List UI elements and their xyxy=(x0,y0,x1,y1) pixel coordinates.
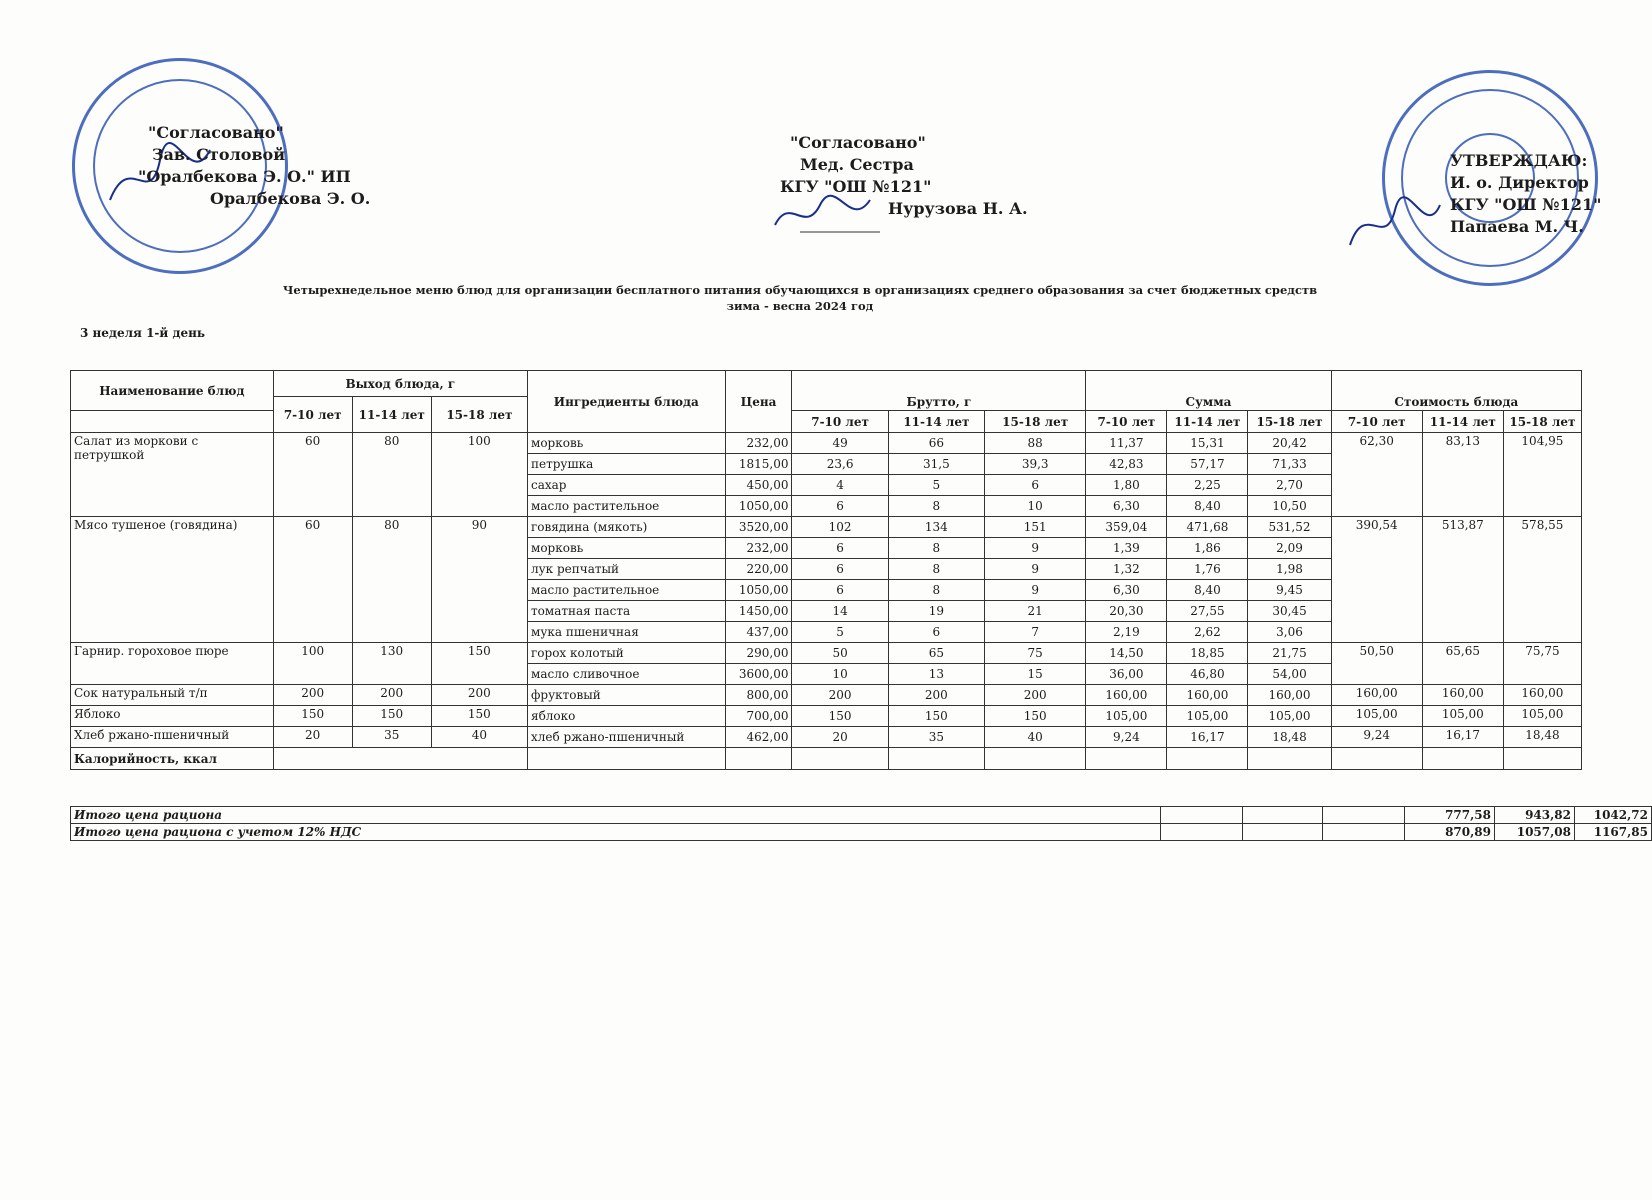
ingredient-brutto: 75 xyxy=(985,643,1086,664)
dish-cost: 105,00 xyxy=(1422,706,1503,727)
header-dish-name: Наименование блюд xyxy=(71,371,274,411)
ingredient-sum: 9,45 xyxy=(1248,580,1331,601)
ingredient-sum: 9,24 xyxy=(1086,727,1167,748)
header-sum: Сумма xyxy=(1086,371,1331,411)
ingredient-name: томатная паста xyxy=(528,601,726,622)
header-price: Цена xyxy=(725,371,792,433)
ingredient-sum: 8,40 xyxy=(1167,580,1248,601)
header-brutto-age-3: 15-18 лет xyxy=(985,411,1086,433)
totals-table xyxy=(70,806,1652,841)
dish-output: 80 xyxy=(352,433,431,517)
ingredient-sum: 57,17 xyxy=(1167,454,1248,475)
dish-output: 150 xyxy=(273,706,352,727)
ingredient-sum: 6,30 xyxy=(1086,496,1167,517)
ingredient-brutto: 10 xyxy=(985,496,1086,517)
ingredient-name: хлеб ржано-пшеничный xyxy=(528,727,726,748)
ingredient-sum: 21,75 xyxy=(1248,643,1331,664)
ingredient-row xyxy=(71,685,1582,706)
ingredient-sum: 1,32 xyxy=(1086,559,1167,580)
dish-cost: 105,00 xyxy=(1503,706,1581,727)
ingredient-brutto: 9 xyxy=(985,538,1086,559)
ingredient-brutto: 5 xyxy=(792,622,888,643)
director-signature xyxy=(1340,190,1450,260)
right-approval-name: Папаева М. Ч. xyxy=(1450,217,1584,236)
dish-output: 150 xyxy=(352,706,431,727)
dish-output: 60 xyxy=(273,517,352,643)
ingredient-brutto: 65 xyxy=(888,643,984,664)
total-vat-value-age-3: 1167,85 xyxy=(1575,824,1652,841)
ingredient-sum: 2,25 xyxy=(1167,475,1248,496)
total-vat-row xyxy=(71,824,1652,841)
total-value-age-3: 1042,72 xyxy=(1575,807,1652,824)
total-label: Итого цена рациона xyxy=(71,807,1161,824)
ingredient-sum: 1,80 xyxy=(1086,475,1167,496)
ingredient-name: масло растительное xyxy=(528,580,726,601)
ingredient-name: мука пшеничная xyxy=(528,622,726,643)
ingredient-sum: 531,52 xyxy=(1248,517,1331,538)
ingredient-brutto: 50 xyxy=(792,643,888,664)
right-approval-org: КГУ "ОШ №121" xyxy=(1450,195,1602,214)
ingredient-sum: 359,04 xyxy=(1086,517,1167,538)
ingredient-brutto: 10 xyxy=(792,664,888,685)
ingredient-sum: 6,30 xyxy=(1086,580,1167,601)
ingredient-brutto: 8 xyxy=(888,580,984,601)
dish-name: Сок натуральный т/п xyxy=(71,685,274,706)
ingredient-brutto: 150 xyxy=(792,706,888,727)
ingredient-brutto: 39,3 xyxy=(985,454,1086,475)
ingredient-brutto: 150 xyxy=(888,706,984,727)
ingredient-price: 800,00 xyxy=(725,685,792,706)
dish-cost: 62,30 xyxy=(1331,433,1422,517)
ingredient-brutto: 5 xyxy=(888,475,984,496)
ingredient-brutto: 6 xyxy=(792,580,888,601)
ingredient-price: 1815,00 xyxy=(725,454,792,475)
total-vat-value-age-2: 1057,08 xyxy=(1495,824,1575,841)
ingredient-price: 462,00 xyxy=(725,727,792,748)
ingredient-brutto: 9 xyxy=(985,580,1086,601)
ingredient-price: 232,00 xyxy=(725,433,792,454)
ingredient-name: говядина (мякоть) xyxy=(528,517,726,538)
left-approval-block xyxy=(138,122,371,210)
dish-output: 40 xyxy=(431,727,527,748)
dish-output: 200 xyxy=(273,685,352,706)
dish-output: 200 xyxy=(431,685,527,706)
total-vat-label: Итого цена рациона с учетом 12% НДС xyxy=(71,824,1161,841)
ingredient-brutto: 88 xyxy=(985,433,1086,454)
ingredient-brutto: 200 xyxy=(792,685,888,706)
ingredient-sum: 71,33 xyxy=(1248,454,1331,475)
ingredient-sum: 27,55 xyxy=(1167,601,1248,622)
ingredient-sum: 2,19 xyxy=(1086,622,1167,643)
header-output-age-1: 7-10 лет xyxy=(273,397,352,433)
total-vat-value-age-1: 870,89 xyxy=(1405,824,1495,841)
center-approval-org: КГУ "ОШ №121" xyxy=(780,177,932,196)
dish-cost: 65,65 xyxy=(1422,643,1503,685)
dish-cost: 18,48 xyxy=(1503,727,1581,748)
ingredient-brutto: 66 xyxy=(888,433,984,454)
ingredient-brutto: 13 xyxy=(888,664,984,685)
ingredient-sum: 105,00 xyxy=(1248,706,1331,727)
title-line-1: Четырехнедельное меню блюд для организации бесплатного питания обучающихся в организациях среднего образования за счет бюджетных средств xyxy=(282,283,1318,297)
ingredient-sum: 46,80 xyxy=(1167,664,1248,685)
ingredient-sum: 1,86 xyxy=(1167,538,1248,559)
ingredient-price: 1450,00 xyxy=(725,601,792,622)
ingredient-row xyxy=(71,433,1582,454)
ingredient-price: 220,00 xyxy=(725,559,792,580)
dish-cost: 104,95 xyxy=(1503,433,1581,517)
dish-output: 150 xyxy=(431,643,527,685)
ingredient-name: масло растительное xyxy=(528,496,726,517)
ingredient-brutto: 21 xyxy=(985,601,1086,622)
ingredient-name: яблоко xyxy=(528,706,726,727)
ingredient-sum: 471,68 xyxy=(1167,517,1248,538)
right-approval-position: И. о. Директор xyxy=(1450,173,1589,192)
dish-name: Гарнир. гороховое пюре xyxy=(71,643,274,685)
left-approval-position: Зав. Столовой xyxy=(152,145,286,164)
header-output-age-2: 11-14 лет xyxy=(352,397,431,433)
ingredient-sum: 105,00 xyxy=(1086,706,1167,727)
ingredient-brutto: 14 xyxy=(792,601,888,622)
dish-output: 100 xyxy=(431,433,527,517)
ingredient-brutto: 200 xyxy=(888,685,984,706)
dish-output: 130 xyxy=(352,643,431,685)
ingredient-brutto: 6 xyxy=(888,622,984,643)
left-approval-name: Оралбекова Э. О. xyxy=(210,189,371,208)
ingredient-sum: 2,70 xyxy=(1248,475,1331,496)
week-day-label: 3 неделя 1-й день xyxy=(80,326,206,340)
ingredient-brutto: 200 xyxy=(985,685,1086,706)
ingredient-brutto: 7 xyxy=(985,622,1086,643)
ingredient-name: морковь xyxy=(528,538,726,559)
header-brutto-age-2: 11-14 лет xyxy=(888,411,984,433)
calories-row xyxy=(71,748,1582,770)
ingredient-sum: 2,62 xyxy=(1167,622,1248,643)
ingredient-price: 700,00 xyxy=(725,706,792,727)
dish-output: 35 xyxy=(352,727,431,748)
left-approval-org: "Оралбекова Э. О." ИП xyxy=(138,167,351,186)
total-row xyxy=(71,807,1652,824)
dish-output: 60 xyxy=(273,433,352,517)
dish-name: Хлеб ржано-пшеничный xyxy=(71,727,274,748)
ingredient-sum: 3,06 xyxy=(1248,622,1331,643)
ingredient-sum: 36,00 xyxy=(1086,664,1167,685)
ingredient-row xyxy=(71,706,1582,727)
dish-output: 90 xyxy=(431,517,527,643)
ingredient-brutto: 6 xyxy=(792,538,888,559)
dish-output: 100 xyxy=(273,643,352,685)
dish-output: 20 xyxy=(273,727,352,748)
document-title xyxy=(0,282,1600,314)
dish-output: 200 xyxy=(352,685,431,706)
ingredient-sum: 1,98 xyxy=(1248,559,1331,580)
dish-cost: 160,00 xyxy=(1503,685,1581,706)
header-brutto: Брутто, г xyxy=(792,371,1086,411)
dish-output: 150 xyxy=(431,706,527,727)
header-sum-age-1: 7-10 лет xyxy=(1086,411,1167,433)
dish-cost: 390,54 xyxy=(1331,517,1422,643)
ingredient-brutto: 15 xyxy=(985,664,1086,685)
dish-cost: 50,50 xyxy=(1331,643,1422,685)
header-output-age-3: 15-18 лет xyxy=(431,397,527,433)
ingredient-brutto: 151 xyxy=(985,517,1086,538)
ingredient-row xyxy=(71,727,1582,748)
ingredient-brutto: 19 xyxy=(888,601,984,622)
dish-cost: 160,00 xyxy=(1331,685,1422,706)
ingredient-brutto: 134 xyxy=(888,517,984,538)
total-value-age-2: 943,82 xyxy=(1495,807,1575,824)
menu-body xyxy=(71,433,1582,770)
dish-name: Яблоко xyxy=(71,706,274,727)
ingredient-name: фруктовый xyxy=(528,685,726,706)
dish-output: 80 xyxy=(352,517,431,643)
center-approval-name: Нурузова Н. А. xyxy=(888,199,1028,218)
header-brutto-age-1: 7-10 лет xyxy=(792,411,888,433)
ingredient-price: 3520,00 xyxy=(725,517,792,538)
center-approval-block xyxy=(780,132,1028,220)
dish-cost: 513,87 xyxy=(1422,517,1503,643)
ingredient-brutto: 150 xyxy=(985,706,1086,727)
dish-cost: 160,00 xyxy=(1422,685,1503,706)
header-ingredients: Ингредиенты блюда xyxy=(528,371,726,433)
header-cost-age-2: 11-14 лет xyxy=(1422,411,1503,433)
ingredient-sum: 10,50 xyxy=(1248,496,1331,517)
ingredient-row xyxy=(71,643,1582,664)
ingredient-brutto: 8 xyxy=(888,538,984,559)
ingredient-sum: 160,00 xyxy=(1167,685,1248,706)
ingredient-brutto: 6 xyxy=(792,559,888,580)
dish-name: Мясо тушеное (говядина) xyxy=(71,517,274,643)
center-approval-title: "Согласовано" xyxy=(790,133,926,152)
ingredient-sum: 160,00 xyxy=(1086,685,1167,706)
ingredient-price: 3600,00 xyxy=(725,664,792,685)
title-line-2: зима - весна 2024 год xyxy=(726,299,874,313)
header-output: Выход блюда, г xyxy=(273,371,527,397)
ingredient-name: лук репчатый xyxy=(528,559,726,580)
center-approval-position: Мед. Сестра xyxy=(800,155,914,174)
ingredient-sum: 8,40 xyxy=(1167,496,1248,517)
header-sum-age-2: 11-14 лет xyxy=(1167,411,1248,433)
ingredient-brutto: 8 xyxy=(888,496,984,517)
ingredient-sum: 14,50 xyxy=(1086,643,1167,664)
ingredient-name: морковь xyxy=(528,433,726,454)
dish-cost: 75,75 xyxy=(1503,643,1581,685)
ingredient-sum: 20,30 xyxy=(1086,601,1167,622)
ingredient-price: 450,00 xyxy=(725,475,792,496)
ingredient-brutto: 31,5 xyxy=(888,454,984,475)
ingredient-name: масло сливочное xyxy=(528,664,726,685)
header-sum-age-3: 15-18 лет xyxy=(1248,411,1331,433)
ingredient-row xyxy=(71,517,1582,538)
dish-cost: 9,24 xyxy=(1331,727,1422,748)
ingredient-brutto: 102 xyxy=(792,517,888,538)
ingredient-brutto: 8 xyxy=(888,559,984,580)
ingredient-sum: 18,48 xyxy=(1248,727,1331,748)
dish-cost: 83,13 xyxy=(1422,433,1503,517)
ingredient-name: петрушка xyxy=(528,454,726,475)
ingredient-brutto: 6 xyxy=(985,475,1086,496)
right-approval-title: УТВЕРЖДАЮ: xyxy=(1450,151,1588,170)
ingredient-brutto: 6 xyxy=(792,496,888,517)
ingredient-sum: 160,00 xyxy=(1248,685,1331,706)
ingredient-brutto: 40 xyxy=(985,727,1086,748)
ingredient-sum: 18,85 xyxy=(1167,643,1248,664)
ingredient-brutto: 23,6 xyxy=(792,454,888,475)
ingredient-sum: 54,00 xyxy=(1248,664,1331,685)
ingredient-sum: 16,17 xyxy=(1167,727,1248,748)
ingredient-price: 437,00 xyxy=(725,622,792,643)
ingredient-name: горох колотый xyxy=(528,643,726,664)
header-cost-age-3: 15-18 лет xyxy=(1503,411,1581,433)
ingredient-name: сахар xyxy=(528,475,726,496)
ingredient-brutto: 4 xyxy=(792,475,888,496)
ingredient-brutto: 20 xyxy=(792,727,888,748)
ingredient-price: 232,00 xyxy=(725,538,792,559)
ingredient-sum: 30,45 xyxy=(1248,601,1331,622)
header-cost-age-1: 7-10 лет xyxy=(1331,411,1422,433)
ingredient-price: 290,00 xyxy=(725,643,792,664)
right-approval-block xyxy=(1450,150,1602,238)
ingredient-brutto: 35 xyxy=(888,727,984,748)
header-cost: Стоимость блюда xyxy=(1331,371,1581,411)
dish-name: Салат из моркови с петрушкой xyxy=(71,433,274,517)
ingredient-sum: 1,76 xyxy=(1167,559,1248,580)
ingredient-sum: 15,31 xyxy=(1167,433,1248,454)
dish-cost: 105,00 xyxy=(1331,706,1422,727)
dish-cost: 578,55 xyxy=(1503,517,1581,643)
ingredient-sum: 2,09 xyxy=(1248,538,1331,559)
total-value-age-1: 777,58 xyxy=(1405,807,1495,824)
ingredient-brutto: 49 xyxy=(792,433,888,454)
dish-cost: 16,17 xyxy=(1422,727,1503,748)
ingredient-sum: 11,37 xyxy=(1086,433,1167,454)
calories-label: Калорийность, ккал xyxy=(71,748,274,770)
ingredient-price: 1050,00 xyxy=(725,580,792,601)
ingredient-sum: 1,39 xyxy=(1086,538,1167,559)
menu-table xyxy=(70,370,1582,770)
ingredient-sum: 20,42 xyxy=(1248,433,1331,454)
ingredient-sum: 42,83 xyxy=(1086,454,1167,475)
ingredient-sum: 105,00 xyxy=(1167,706,1248,727)
ingredient-brutto: 9 xyxy=(985,559,1086,580)
ingredient-price: 1050,00 xyxy=(725,496,792,517)
left-approval-title: "Согласовано" xyxy=(148,123,284,142)
